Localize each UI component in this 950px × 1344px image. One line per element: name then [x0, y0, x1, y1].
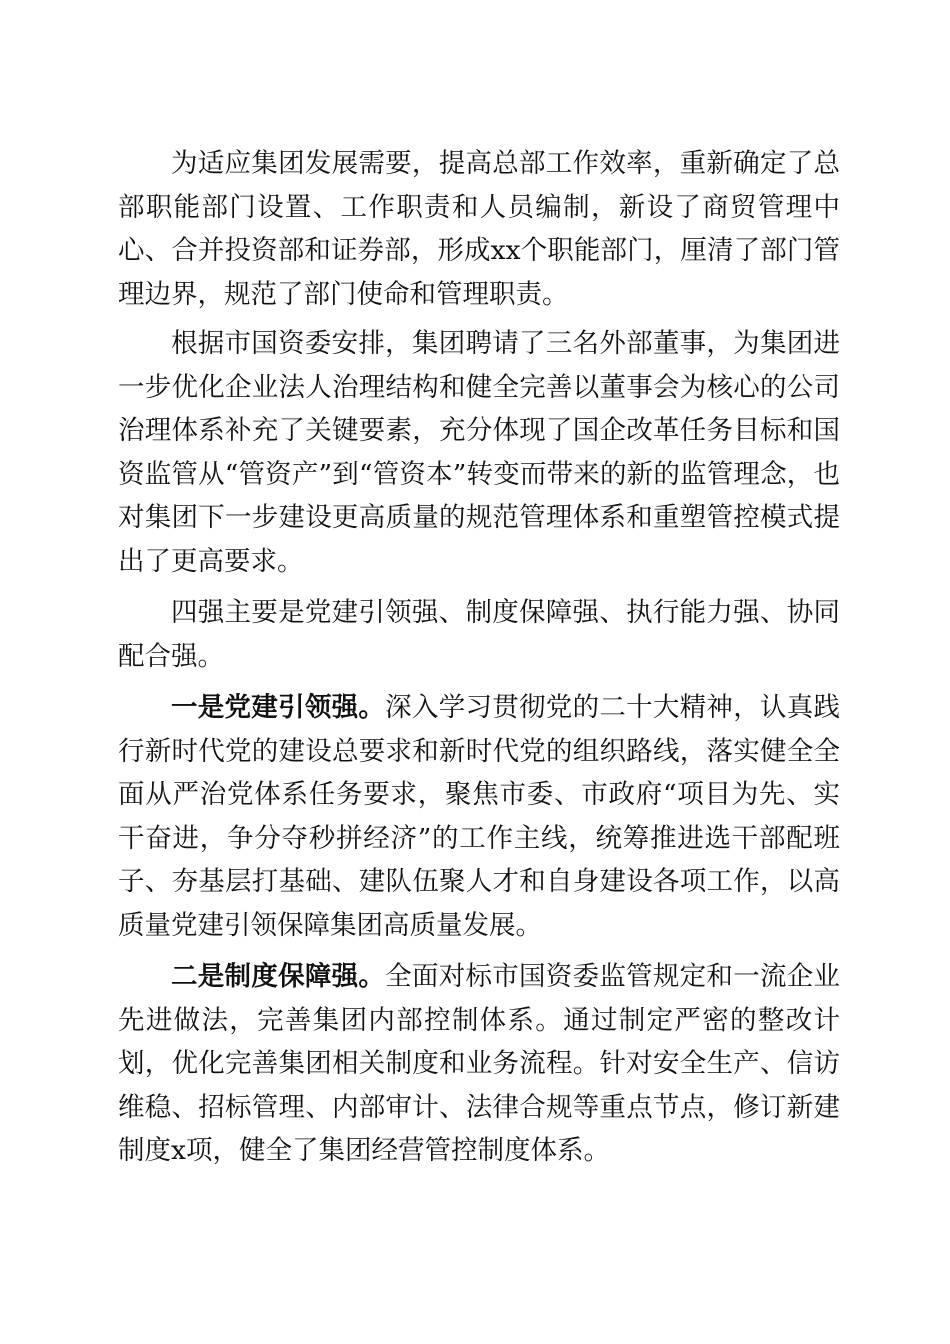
document-body — [118, 142, 840, 1173]
paragraph-institutional-guarantee — [118, 955, 840, 1173]
paragraph-external-directors — [118, 322, 840, 583]
paragraph-text: 深入学习贯彻党的二十大精神，认真践行新时代党的建设总要求和新时代党的组织路线，落实健全全面从严治党体系任务要求，聚焦市委、市政府“项目为先、实干奋进，争分夺秒拼经济”的工作主线，统筹推进选干部配班子、夯基层打基础、建队伍聚人才和自身建设各项工作，以高质量党建引领保障集团高质量发展。 — [118, 692, 841, 941]
paragraph-text: 四强主要是党建引领强、制度保障强、执行能力强、协同配合强。 — [118, 597, 840, 672]
paragraph-four-strengths — [118, 591, 840, 678]
paragraph-lead-heading: 一是党建引领强。 — [171, 692, 386, 723]
paragraph-lead-heading: 二是制度保障强。 — [171, 961, 386, 992]
paragraph-text: 为适应集团发展需要，提高总部工作效率，重新确定了总部职能部门设置、工作职责和人员编制，新设了商贸管理中心、合并投资部和证券部，形成xx个职能部门，厘清了部门管理边界，规范了部门使命和管理职责。 — [118, 148, 840, 310]
paragraph-party-building — [118, 686, 840, 947]
paragraph-org-restructure — [118, 142, 840, 316]
paragraph-text: 全面对标市国资委监管规定和一流企业先进做法，完善集团内部控制体系。通过制定严密的整改计划，优化完善集团相关制度和业务流程。针对安全生产、信访维稳、招标管理、内部审计、法律合规等重点节点，修订新建制度x项，健全了集团经营管控制度体系。 — [118, 961, 841, 1166]
paragraph-text: 根据市国资委安排，集团聘请了三名外部董事，为集团进一步优化企业法人治理结构和健全完善以董事会为核心的公司治理体系补充了关键要素，充分体现了国企改革任务目标和国资监管从“管资产”到“管资本”转变而带来的新的监管理念，也对集团下一步建设更高质量的规范管理体系和重塑管控模式提出了更高要求。 — [118, 328, 840, 577]
